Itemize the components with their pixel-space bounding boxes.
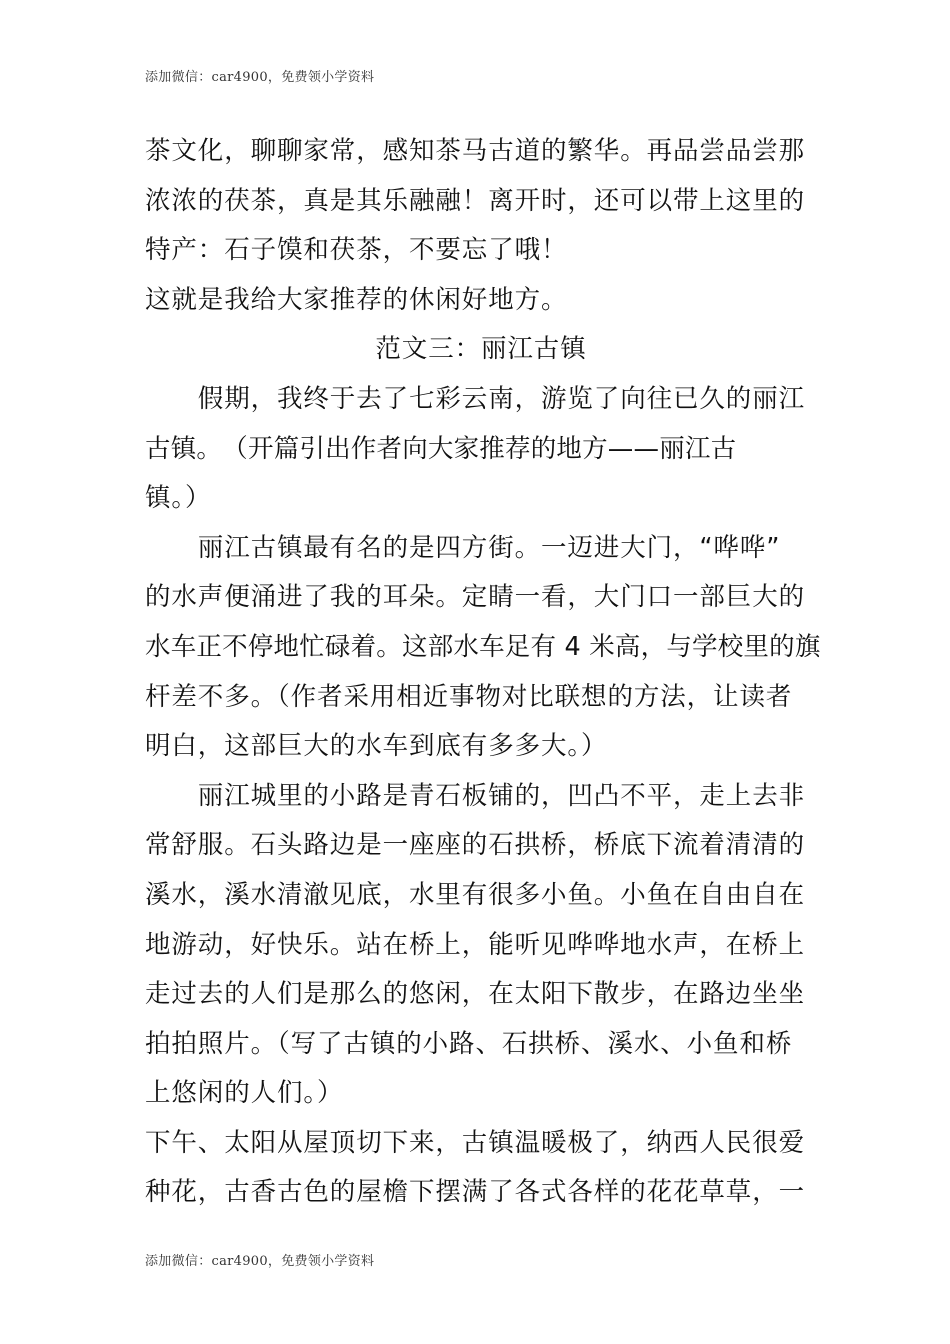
text-line: 茶文化，聊聊家常，感知茶马古道的繁华。再品尝品尝那 bbox=[145, 136, 806, 166]
header-note: 添加微信：car4900，免费领小学资料 bbox=[145, 70, 375, 85]
document-body bbox=[145, 127, 821, 1218]
text-line: 镇。） bbox=[145, 483, 212, 514]
text-line: 明白，这部巨大的水车到底有多多大。） bbox=[145, 731, 608, 762]
text-line: 的水声便涌进了我的耳朵。定睛一看，大门口一部巨大的 bbox=[145, 582, 806, 613]
text-line: 下午、太阳从屋顶切下来，古镇温暖极了，纳西人民很爱 bbox=[145, 1127, 806, 1158]
text-line: 拍拍照片。（写了古镇的小路、石拱桥、溪水、小鱼和桥 bbox=[145, 1028, 793, 1059]
text-line: 溪水，溪水清澈见底，水里有很多小鱼。小鱼在自由自在 bbox=[145, 879, 806, 910]
text-line: 古镇。 （开篇引出作者向大家推荐的地方——丽江古 bbox=[145, 433, 737, 464]
text-line: 杆差不多。（作者采用相近事物对比联想的方法，让读者 bbox=[145, 681, 793, 712]
text-line: 浓浓的茯茶，真是其乐融融！离开时，还可以带上这里的 bbox=[145, 185, 806, 216]
footer-note: 添加微信：car4900，免费领小学资料 bbox=[145, 1254, 375, 1269]
text-line: 丽江古镇最有名的是四方街。一迈进大门，“哗哗” bbox=[145, 532, 781, 563]
text-line: 上悠闲的人们。） bbox=[145, 1078, 344, 1109]
text-line: 走过去的人们是那么的悠闲，在太阳下散步，在路边坐坐 bbox=[145, 979, 806, 1010]
text-line: 地游动，好快乐。站在桥上，能听见哗哗地水声，在桥上 bbox=[145, 929, 806, 960]
text-line: 假期，我终于去了七彩云南，游览了向往已久的丽江 bbox=[145, 383, 806, 414]
text-line: 特产：石子馍和茯茶，不要忘了哦！ bbox=[145, 235, 568, 266]
text-line: 种花，古香古色的屋檐下摆满了各式各样的花花草草，一 bbox=[145, 1177, 806, 1208]
section-title: 范文三：丽江古镇 bbox=[375, 334, 587, 365]
text-line: 水车正不停地忙碌着。这部水车足有 4 米高，与学校里的旗 bbox=[145, 631, 821, 662]
text-line: 这就是我给大家推荐的休闲好地方。 bbox=[145, 284, 568, 315]
text-line: 常舒服。石头路边是一座座的石拱桥，桥底下流着清清的 bbox=[145, 830, 806, 861]
text-line: 丽江城里的小路是青石板铺的，凹凸不平，走上去非 bbox=[145, 780, 806, 811]
